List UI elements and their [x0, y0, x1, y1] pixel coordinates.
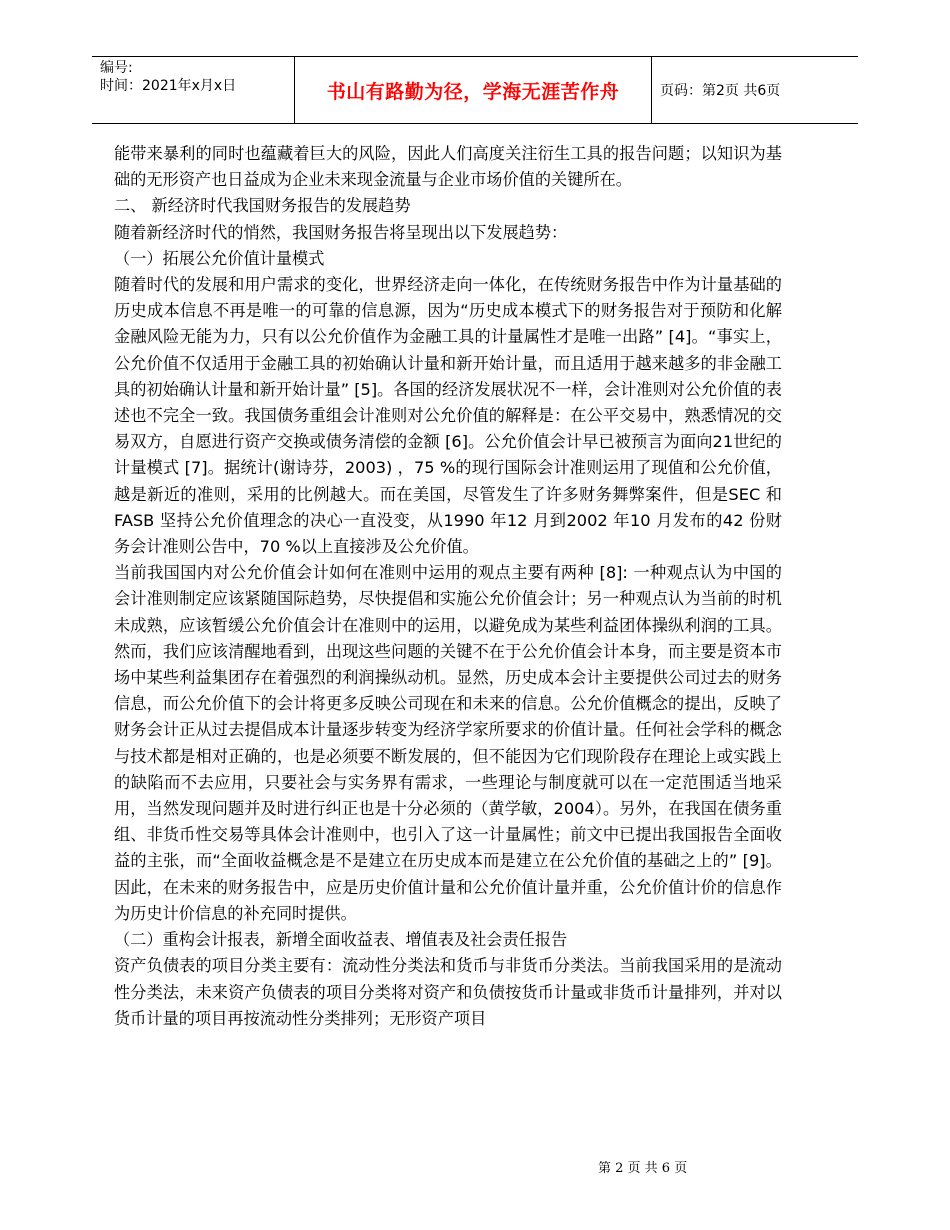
paragraph-balance-sheet: 资产负债表的项目分类主要有：流动性分类法和货币与非货币分类法。当前我国采用的是流动性分类法，未来资产负债表的项目分类将对资产和负债按货币计量或非货币计量排列，并对以货币计量的项目再按流动性分类排列；无形资产项目: [114, 956, 782, 1028]
paragraph-fair-value: 随着时代的发展和用户需求的变化，世界经济走向一体化，在传统财务报告中作为计量基础的历史成本信息不再是唯一的可靠的信息源，因为“历史成本模式下的财务报告对于预防和化解金融风险无能为力，只有以公允价值作为金融工具的计量属性才是唯一出路” [4]。“事实上，公允价值不仅适用于金融工具的初始确认计量和新开始计量，而且适用于越来越多的非金融工具的初始确认计量和新开始计量” [5]。各国的经济发展状况不一样，会计准则对公允价值的表述也不完全一致。我国债务重组会计准则对公允价值的解释是：在公平交易中，熟悉情况的交易双方，自愿进行资产交换或债务清偿的金额 [6]。公允价值会计早已被预言为面向21世纪的计量模式 [7]。据统计(谢诗芬，2003) ，75 %的现行国际会计准则运用了现值和公允价值，越是新近的准则，采用的比例越大。而在美国，尽管发生了许多财务舞弊案件，但是SEC 和FASB 坚持公允价值理念的决心一直没变，从1990 年12 月到2002 年10 月发布的42 份财务会计准则公告中，70 %以上直接涉及公允价值。: [114, 275, 782, 557]
header-page-number: 页码：第2页 共6页: [660, 83, 781, 99]
document-body: [114, 141, 782, 1032]
section-intro: 随着新经济时代的悄然，我国财务报告将呈现出以下发展趋势：: [114, 222, 568, 242]
document-time-label: 时间：2021年x月x日: [100, 78, 237, 94]
subsection-heading-1: （一）拓展公允价值计量模式: [114, 248, 325, 268]
header-motto: 书山有路勤为径，学海无涯苦作舟: [294, 57, 652, 123]
page-footer: 第 2 页 共 6 页: [598, 1161, 688, 1176]
paragraph-viewpoints: 当前我国国内对公允价值会计如何在准则中运用的观点主要有两种 [8]: 一种观点认为中国的会计准则制定应该紧随国际趋势，尽快提倡和实施公允价值会计；另一种观点认为当前的时机未成熟，应该暂缓公允价值会计在准则中的运用，以避免成为某些利益团体操纵利润的工具。然而，我们应该清醒地看到，出现这些问题的关键不在于公允价值会计本身，而主要是资本市场中某些利益集团存在着强烈的利润操纵动机。显然，历史成本会计主要提供公司过去的财务信息，而公允价值下的会计将更多反映公司现在和未来的信息。公允价值概念的提出，反映了财务会计正从过去提倡成本计量逐步转变为经济学家所要求的价值计量。任何社会学科的概念与技术都是相对正确的，也是必须要不断发展的，但不能因为它们现阶段存在理论上或实践上的缺陷而不去应用，只要社会与实务界有需求，一些理论与制度就可以在一定范围适当地采用，当然发现问题并及时进行纠正也是十分必须的（黄学敏，2004）。另外，在我国在债务重组、非货币性交易等具体会计准则中，也引入了这一计量属性；前文中已提出我国报告全面收益的主张，而“全面收益概念是不是建立在历史成本而是建立在公允价值的基础之上的” [9]。因此，在未来的财务报告中，应是历史价值计量和公允价值计量并重，公允价值计价的信息作为历史计价信息的补充同时提供。: [114, 563, 782, 923]
page-header: [92, 56, 858, 124]
header-info: [92, 57, 294, 123]
section-heading-2: 二、 新经济时代我国财务报告的发展趋势: [114, 196, 411, 216]
subsection-heading-2: （二）重构会计报表，新增全面收益表、增值表及社会责任报告: [114, 930, 568, 950]
paragraph-continuation: 能带来暴利的同时也蕴藏着巨大的风险，因此人们高度关注衍生工具的报告问题；以知识为基础的无形资产也日益成为企业未来现金流量与企业市场价值的关键所在。: [114, 144, 782, 190]
document-number-label: 编号:: [100, 60, 133, 76]
